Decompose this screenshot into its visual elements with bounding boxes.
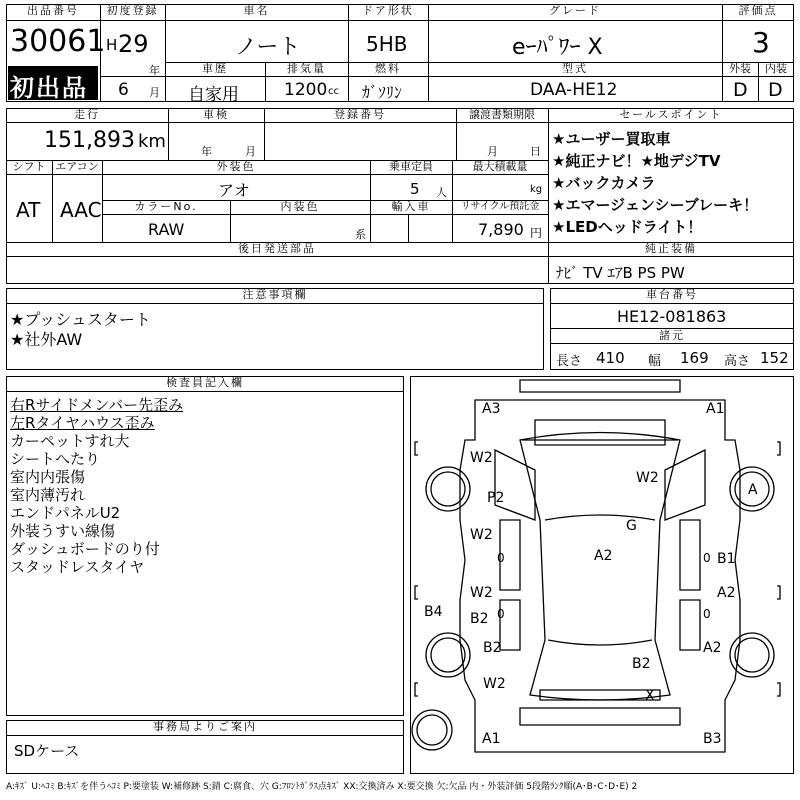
inspection-year: 年 <box>201 145 212 158</box>
shift-label: シフト <box>6 160 52 175</box>
width-label: 幅 <box>648 354 662 369</box>
genuine-value: ﾅﾋﾞ TV ｴｱB PS PW <box>556 264 685 282</box>
score-label: 評価点 <box>722 4 794 21</box>
lot-number: 30061 <box>10 24 106 59</box>
interior-label: 内装 <box>758 62 794 77</box>
damage-b2-trunk: B2 <box>632 656 651 672</box>
inspection-label: 車検 <box>168 108 264 123</box>
sales-point: ★エマージェンシーブレーキ！ <box>552 196 759 214</box>
inspector-item: ダッシュボードのり付 <box>10 540 160 558</box>
inspector-item: エンドパネルU2 <box>10 504 121 522</box>
history-label: 車歴 <box>165 62 265 77</box>
color-label: 外装色 <box>102 160 370 175</box>
sales-points-label: セールスポイント <box>548 108 794 123</box>
damage-a1-bot: A1 <box>482 731 501 747</box>
length-label: 長さ <box>556 354 583 369</box>
history-value: 自家用 <box>188 85 239 105</box>
damage-zero1: 0 <box>497 551 505 565</box>
reg-year: 29 <box>118 30 149 58</box>
capacity-label: 乗車定員 <box>370 160 452 175</box>
spec-label: 諸元 <box>550 328 794 344</box>
mileage-unit: km <box>138 131 166 152</box>
damage-b3: B3 <box>703 731 722 747</box>
sales-point: ★純正ナビ！★地デジTV <box>552 152 721 170</box>
damage-w2-fd: W2 <box>470 527 493 543</box>
damage-zero4: 0 <box>703 607 711 621</box>
color-no-label: カラーNo. <box>102 200 230 215</box>
recycle-label: リサイクル預託金 <box>452 200 548 215</box>
damage-b2-rd: B2 <box>470 611 489 627</box>
sales-point: ★バックカメラ <box>552 174 656 192</box>
damage-a2-roof: A2 <box>594 548 613 564</box>
grade-value: eｰﾊﾟﾜｰ X <box>512 35 603 60</box>
height-label: 高さ <box>724 354 751 369</box>
recycle-value: 7,890 <box>478 220 524 239</box>
sales-point: ★ユーザー買取車 <box>552 130 671 148</box>
inspector-item: 外装うすい線傷 <box>10 522 116 540</box>
car-diagram-frame <box>410 376 794 774</box>
inspector-item: 右Rサイドメンバー先歪み <box>10 396 184 414</box>
chassis-label: 車台番号 <box>550 288 794 304</box>
damage-zero2: 0 <box>703 551 711 565</box>
import-label: 輸入車 <box>370 200 452 215</box>
color-value: アオ <box>218 181 250 200</box>
damage-x: X <box>645 688 655 704</box>
reg-label: 初度登録 <box>100 4 165 21</box>
damage-g: G <box>626 518 637 534</box>
inspector-item: シートへたり <box>10 450 101 468</box>
inspector-item: カーペットすれ大 <box>10 432 130 450</box>
recycle-unit: 円 <box>530 226 543 240</box>
model-label: 型式 <box>428 62 722 77</box>
damage-a3: A3 <box>482 401 501 417</box>
plate-label: 登録番号 <box>264 108 456 123</box>
damage-b1: B1 <box>717 551 736 567</box>
car-name-label: 車名 <box>165 4 348 21</box>
height-value: 152 <box>760 349 789 367</box>
ac-value: AAC <box>60 198 102 222</box>
inspector-item: 室内薄汚れ <box>10 486 86 504</box>
damage-w2-rd: W2 <box>470 585 493 601</box>
color-no-value: RAW <box>148 220 185 239</box>
transfer-label: 譲渡書類期限 <box>456 108 548 123</box>
damage-a2-rq: A2 <box>703 640 722 656</box>
transfer-day: 日 <box>530 145 541 158</box>
damage-b4: B4 <box>424 604 443 620</box>
legend-footer: A:ｷｽﾞ U:ﾍｺﾐ B:ｷｽﾞを伴うﾍｺﾐ P:要塗装 W:補修跡 S:錆 C:腐食、穴 G:ﾌﾛﾝﾄｶﾞﾗｽ点ｷｽﾞ XX:交換済み X:要交換 欠:欠品 内・外装評価 5段階ﾗﾝｸ順(A･B･C･D･E) 2 <box>6 782 638 792</box>
interior-color-label: 内装色 <box>230 200 370 215</box>
grade-label: グレード <box>428 4 722 21</box>
capacity-unit: 人 <box>436 186 447 199</box>
office-label: 事務局よりご案内 <box>6 720 404 736</box>
interior-color-unit: 系 <box>355 228 366 241</box>
interior-value: D <box>768 79 783 101</box>
sales-points-list <box>552 128 758 238</box>
later-parts-label: 後日発送部品 <box>6 242 548 257</box>
exterior-label: 外装 <box>722 62 758 77</box>
reg-month: 6 <box>118 80 129 100</box>
inspector-item: スタッドレスタイヤ <box>10 558 145 576</box>
caution-item: ★プッシュスタート <box>10 310 151 329</box>
reg-era: H <box>106 36 118 54</box>
ac-label: エアコン <box>52 160 102 175</box>
capacity-value: 5 <box>410 180 420 198</box>
load-unit: kg <box>530 184 543 195</box>
damage-w2-rl: W2 <box>483 676 506 692</box>
lot-label: 出品番号 <box>6 4 100 21</box>
mileage-label: 走行 <box>6 108 168 123</box>
inspector-item: 左Rタイヤハウス歪み <box>10 414 155 432</box>
chassis-value: HE12-081863 <box>617 307 727 326</box>
damage-b2-rq: B2 <box>483 640 502 656</box>
displacement-value: 1200 <box>284 80 328 100</box>
door-label: ドア形状 <box>348 4 428 21</box>
sales-point: ★LEDヘッドライト！ <box>552 218 703 236</box>
damage-a-wheel: A <box>748 482 758 498</box>
reg-year-unit: 年 <box>149 64 160 77</box>
caution-item: ★社外AW <box>10 330 83 349</box>
caution-label: 注意事項欄 <box>6 288 544 304</box>
length-value: 410 <box>596 349 625 367</box>
door-value: 5HB <box>366 32 408 56</box>
fuel-label: 燃料 <box>348 62 428 77</box>
car-name-value: ノート <box>235 35 301 60</box>
displacement-label: 排気量 <box>265 62 348 77</box>
fuel-value: ｶﾞｿﾘﾝ <box>362 83 403 102</box>
model-value: DAA-HE12 <box>530 80 618 100</box>
mileage-value: 151,893 <box>44 128 135 153</box>
damage-a2-rd: A2 <box>717 585 736 601</box>
damage-a1-top: A1 <box>706 401 725 417</box>
score-value: 3 <box>752 26 770 59</box>
shift-value: AT <box>16 198 41 222</box>
inspector-label: 検査員記入欄 <box>6 376 404 392</box>
damage-w2-hood: W2 <box>636 470 659 486</box>
reg-month-unit: 月 <box>149 86 160 99</box>
transfer-month: 月 <box>487 145 498 158</box>
first-listing-label: 初出品 <box>10 74 88 102</box>
damage-w2-fl: W2 <box>470 450 493 466</box>
genuine-label: 純正装備 <box>548 242 794 257</box>
displacement-unit: cc <box>328 86 339 97</box>
damage-zero3: 0 <box>497 607 505 621</box>
import-box <box>408 215 452 242</box>
inspection-month: 月 <box>245 145 256 158</box>
load-label: 最大積載量 <box>452 160 548 175</box>
damage-p2: P2 <box>487 490 505 506</box>
office-value: SDケース <box>14 742 80 760</box>
exterior-value: D <box>733 79 748 101</box>
inspector-item: 室内内張傷 <box>10 468 86 486</box>
width-value: 169 <box>680 349 709 367</box>
